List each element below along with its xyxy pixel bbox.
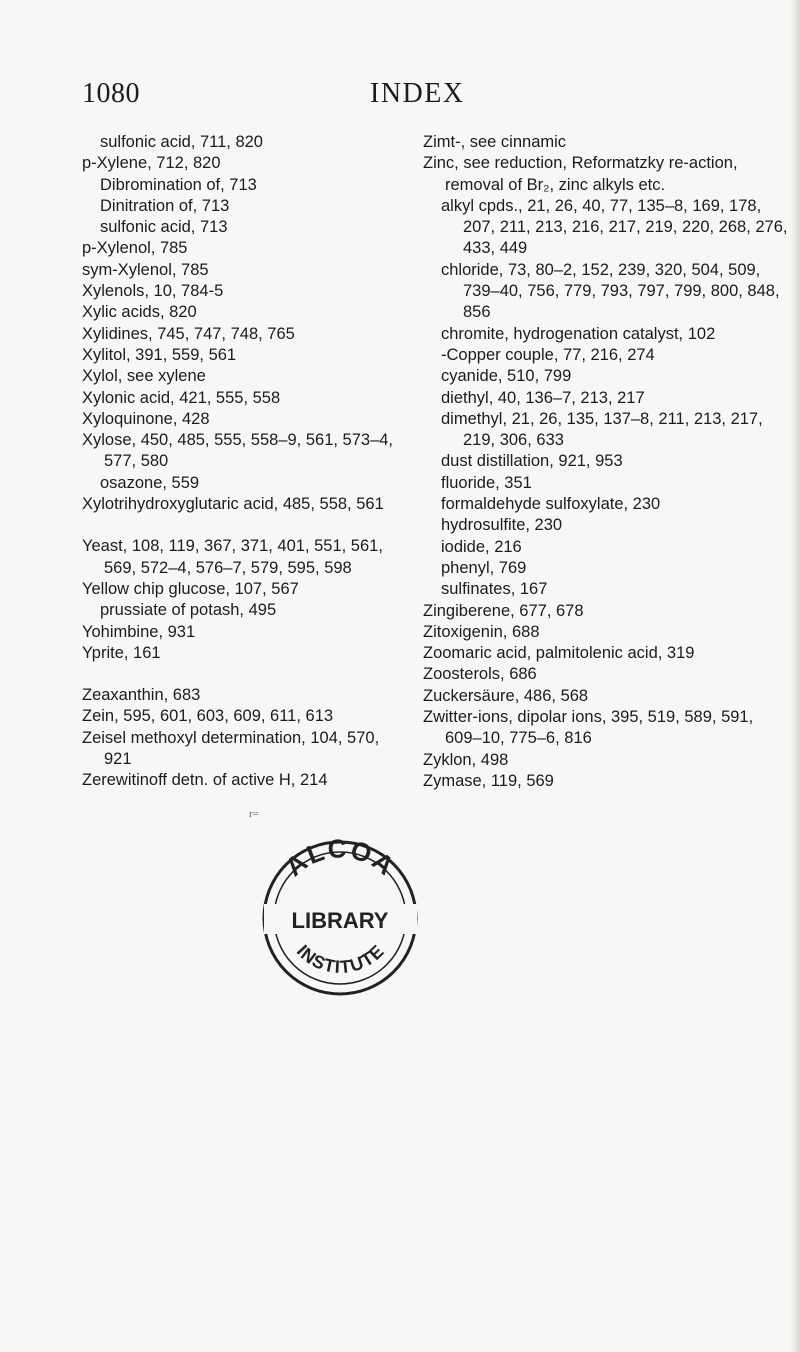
- index-entry: Zeaxanthin, 683: [82, 686, 201, 705]
- index-entry: chloride, 73, 80–2, 152, 239, 320, 504, 509, 739–40, 756, 779, 793, 797, 799, 800, 848, 856: [441, 260, 780, 322]
- stamp-top-text: ALCOA: [279, 836, 402, 883]
- index-entry: Dibromination of, 713: [100, 175, 257, 194]
- index-entry: Zoomaric acid, palmitolenic acid, 319: [423, 644, 695, 663]
- index-entry: Zuckersäure, 486, 568: [423, 686, 589, 705]
- index-entry: cyanide, 510, 799: [441, 367, 572, 386]
- index-entry: formaldehyde sulfoxylate, 230: [441, 495, 661, 514]
- index-entry: Xylidines, 745, 747, 748, 765: [82, 324, 295, 343]
- index-entry: prussiate of potash, 495: [100, 601, 277, 620]
- index-entry: Yprite, 161: [82, 643, 161, 662]
- index-entry: hydrosulfite, 230: [441, 516, 563, 535]
- index-entry: dust distillation, 921, 953: [441, 452, 623, 471]
- index-entry: Xyloquinone, 428: [82, 409, 210, 428]
- index-entry: Zitoxigenin, 688: [423, 622, 540, 641]
- index-column-left: [82, 132, 402, 792]
- index-entry: iodide, 216: [441, 537, 522, 556]
- stamp-center-text: LIBRARY: [291, 908, 389, 933]
- index-entry: sulfinates, 167: [441, 580, 548, 599]
- index-entry: diethyl, 40, 136–7, 213, 217: [441, 388, 645, 407]
- index-entry: Zeisel methoxyl determination, 104, 570, 921: [82, 728, 380, 769]
- index-entry: -Copper couple, 77, 216, 274: [441, 345, 655, 364]
- page-number: 1080: [82, 78, 140, 109]
- index-entry: Xylonic acid, 421, 555, 558: [82, 388, 281, 407]
- index-entry: chromite, hydrogenation catalyst, 102: [441, 324, 716, 343]
- index-entry: Yeast, 108, 119, 367, 371, 401, 551, 561, 569, 572–4, 576–7, 579, 595, 598: [82, 537, 383, 577]
- index-entry: Zoosterols, 686: [423, 665, 537, 684]
- index-entry: Xylotrihydroxyglutaric acid, 485, 558, 561: [82, 495, 384, 514]
- stamp-bottom-text: INSTITUTE: [292, 940, 389, 978]
- index-entry: Zimt-, see cinnamic: [423, 133, 567, 151]
- index-entry: Zyklon, 498: [423, 750, 509, 769]
- index-entry: dimethyl, 21, 26, 135, 137–8, 211, 213, 217, 219, 306, 633: [441, 409, 763, 450]
- library-stamp: [258, 836, 423, 1001]
- running-title: INDEX: [370, 78, 465, 109]
- index-entry: Zein, 595, 601, 603, 609, 611, 613: [82, 707, 334, 726]
- index-entry: Yellow chip glucose, 107, 567: [82, 579, 299, 598]
- index-entry: Zymase, 119, 569: [423, 771, 554, 790]
- index-entry: phenyl, 769: [441, 558, 527, 577]
- index-entry: Yohimbine, 931: [82, 622, 196, 641]
- index-entry: Zerewitinoff detn. of active H, 214: [82, 771, 328, 790]
- page-edge-shadow: [790, 0, 800, 1352]
- index-entry: Xylenols, 10, 784-5: [82, 282, 224, 301]
- index-entry: fluoride, 351: [441, 473, 532, 492]
- entry-gap: [82, 664, 402, 685]
- index-entry: p-Xylene, 712, 820: [82, 154, 221, 173]
- page-header: [82, 78, 682, 118]
- stamp-corner-mark: r=: [249, 808, 259, 820]
- index-entry: Xylose, 450, 485, 555, 558–9, 561, 573–4, 577, 580: [82, 431, 394, 471]
- index-entry: alkyl cpds., 21, 26, 40, 77, 135–8, 169, 178, 207, 211, 213, 216, 217, 219, 220, 268, 276, 433, 449: [441, 196, 788, 258]
- index-entry: Xylol, see xylene: [82, 367, 206, 386]
- entry-gap: [82, 515, 402, 536]
- index-entry: Xylic acids, 820: [82, 303, 197, 322]
- index-entry: sulfonic acid, 713: [100, 218, 228, 237]
- index-entry: sulfonic acid, 711, 820: [100, 133, 263, 151]
- index-column-right: [423, 132, 788, 792]
- index-entry: Zingiberene, 677, 678: [423, 601, 584, 620]
- index-entry: osazone, 559: [100, 473, 200, 492]
- index-entry: Zwitter-ions, dipolar ions, 395, 519, 589, 591, 609–10, 775–6, 816: [423, 708, 754, 748]
- index-entry: Xylitol, 391, 559, 561: [82, 345, 237, 364]
- index-entry: Zinc, see reduction, Reformatzky re-action, removal of Br₂, zinc alkyls etc.: [423, 154, 738, 194]
- index-entry: Dinitration of, 713: [100, 196, 230, 215]
- index-entry: sym-Xylenol, 785: [82, 260, 209, 279]
- index-entry: p-Xylenol, 785: [82, 239, 188, 258]
